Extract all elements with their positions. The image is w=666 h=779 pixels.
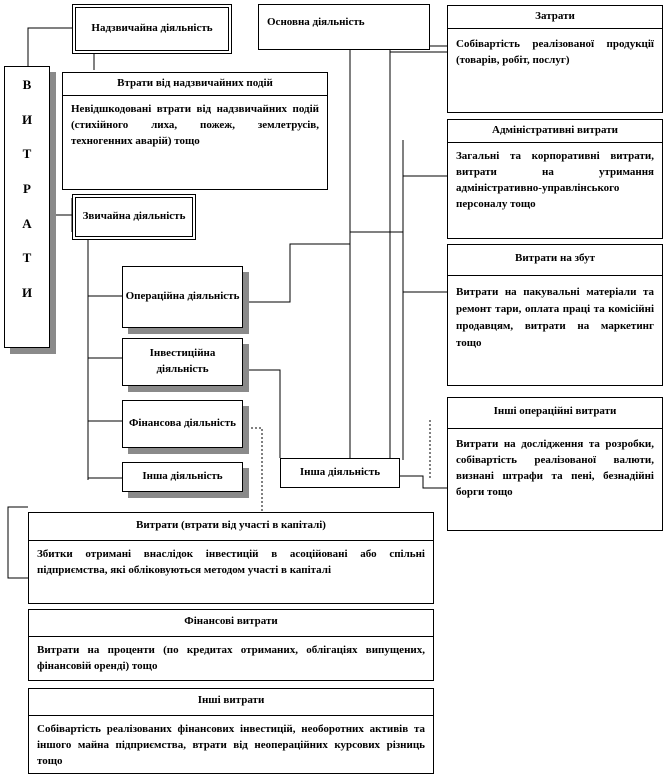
side-title-letter: Р bbox=[23, 180, 31, 196]
ordinary-activity-label: Звичайна діяльність bbox=[82, 210, 186, 223]
investing-activity-label: Інвестиційна діяльність bbox=[149, 347, 216, 375]
side-title-letter: В bbox=[22, 77, 32, 92]
extraordinary-losses-block bbox=[62, 72, 328, 190]
side-title-box bbox=[4, 66, 50, 348]
equity-losses-block bbox=[28, 512, 434, 604]
side-title-letter: И bbox=[21, 284, 33, 300]
equity-losses-title: Витрати (втрати від участі в капіталі) bbox=[29, 513, 433, 541]
equity-losses-text: Збитки отримані внаслідок інвестицій в асоційовані або спільні підприємства, які обліковуються методом участі в капіталі bbox=[37, 547, 425, 576]
extraordinary-activity-label: Надзвичайна діяльність bbox=[91, 22, 213, 35]
connector-line bbox=[28, 28, 72, 66]
side-title-letter: И bbox=[21, 111, 33, 127]
financial-costs-title: Фінансові витрати bbox=[29, 610, 433, 637]
other-costs-block bbox=[28, 688, 434, 774]
connector-line bbox=[8, 507, 28, 578]
ordinary-activity-box bbox=[72, 194, 196, 240]
sales-costs-block bbox=[447, 244, 663, 386]
other-activity-box bbox=[122, 462, 243, 492]
main-activity-box bbox=[258, 4, 430, 50]
other-costs-title: Інші витрати bbox=[29, 689, 433, 716]
side-title-letter: Т bbox=[22, 250, 32, 266]
costs-block bbox=[447, 5, 663, 113]
financing-activity-box bbox=[122, 400, 243, 448]
operating-activity-box bbox=[122, 266, 243, 328]
admin-costs-text: Загальні та корпоративні витрати, витрати на утримання адміністративно-управлінського персоналу тощо bbox=[456, 149, 654, 210]
main-activity-label: Основна діяльність bbox=[267, 16, 365, 28]
other-operating-costs-block bbox=[447, 397, 663, 531]
financial-costs-text: Витрати на проценти (по кредитах отриманих, облігаціях випущених, фінансовій оренді) тощо bbox=[37, 643, 425, 672]
other-activity-right-label: Інша діяльність bbox=[299, 466, 381, 479]
side-title-letter: Т bbox=[22, 146, 32, 162]
side-title-letter: А bbox=[22, 215, 32, 231]
connector-line bbox=[243, 370, 280, 458]
other-activity-right-box bbox=[280, 458, 400, 488]
costs-title: Затрати bbox=[448, 6, 662, 29]
other-operating-costs-text: Витрати на дослідження та розробки, собівартість реалізованої валюти, визнані штрафи та пені, безнадійні борги тощо bbox=[456, 437, 654, 498]
costs-text: Собівартість реалізованої продукції (товарів, робіт, послуг) bbox=[456, 37, 654, 66]
admin-costs-title: Адміністративні витрати bbox=[448, 120, 662, 143]
other-activity-label: Інша діяльність bbox=[142, 470, 223, 483]
operating-activity-label: Операційна діяльність bbox=[125, 290, 240, 303]
extraordinary-losses-title: Втрати від надзвичайних подій bbox=[63, 73, 327, 96]
sales-costs-title: Витрати на збут bbox=[448, 245, 662, 276]
sales-costs-text: Витрати на пакувальні матеріали та ремонт тари, оплата праці та комісійні продавцям, витрати на маркетинг тощо bbox=[456, 285, 654, 350]
connector-line bbox=[243, 244, 350, 302]
admin-costs-block bbox=[447, 119, 663, 239]
other-operating-costs-title: Інші операційні витрати bbox=[448, 398, 662, 429]
financing-activity-label: Фінансова діяльність bbox=[128, 417, 237, 430]
investing-activity-box bbox=[122, 338, 243, 386]
extraordinary-losses-text: Невідшкодовані втрати від надзвичайних подій (стихійного лиха, пожеж, землетрусів, техногенних аварій) тощо bbox=[71, 102, 319, 147]
other-costs-text: Собівартість реалізованих фінансових інвестицій, необоротних активів та іншого майна підприємства, втрати від неопераційних курсових різниць тощо bbox=[37, 722, 425, 767]
financial-costs-block bbox=[28, 609, 434, 681]
extraordinary-activity-box bbox=[72, 4, 232, 54]
connector-line bbox=[400, 476, 447, 488]
